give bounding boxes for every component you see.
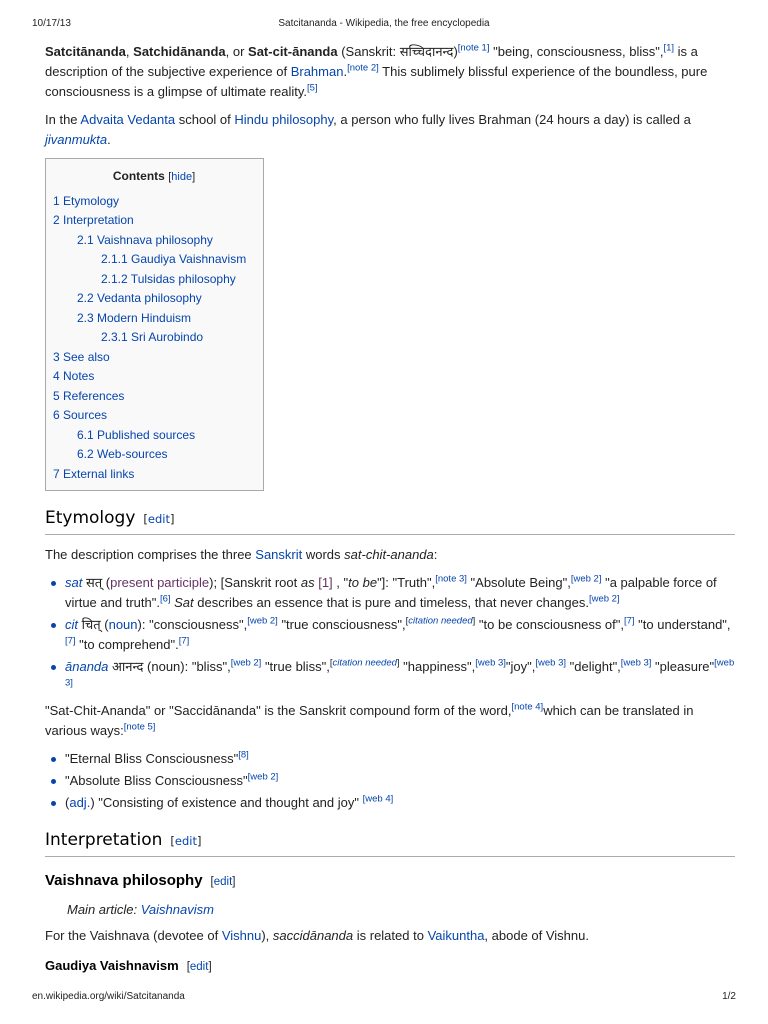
note-4-link[interactable]: [note 4] [511,701,544,713]
heading-vaishnava-philosophy: Vaishnava philosophy [edit] [45,872,236,889]
toc-item-modern-hinduism[interactable]: 2.3 Modern Hinduism [77,310,192,325]
citation-needed-link[interactable]: citation needed [332,657,397,669]
citation-needed-tag: [citation needed] [329,657,400,669]
toc-item-published-sources[interactable]: 6.1 Published sources [77,427,196,442]
toc-item-external-links[interactable]: 7 External links [53,466,135,481]
vaishnava-paragraph: For the Vaishnava (devotee of Vishnu), saccidānanda is related to Vaikuntha, abode of Vishnu. [45,928,589,943]
cit-link[interactable]: cit [65,617,78,632]
toc-hide-toggle[interactable]: [hide] [168,171,196,183]
list-item-cit: cit चित् (noun): "consciousness",[web 2] "true consciousness",[citation needed] "to be consciousness of",[7] "to understand",[7] "to comprehend".[7] [65,615,735,655]
list-item-ananda: ānanda आनन्द (noun): "bliss",[web 2] "true bliss",[citation needed] "happiness",[web 3]"joy",[web 3] "delight",[web 3] "pleasure"[web 3] [65,657,735,697]
table-of-contents [45,158,264,491]
web-2-link[interactable]: [web 2] [247,771,279,783]
list-item-translation: (adj.) "Consisting of existence and thought and joy" [web 4] [65,793,735,813]
ref-6-link[interactable]: [6] [159,593,171,605]
toc-item-vedanta-philosophy[interactable]: 2.2 Vedanta philosophy [77,291,202,305]
hindu-philosophy-link[interactable]: Hindu philosophy [234,112,334,127]
edit-link-interpretation[interactable]: [edit] [170,834,202,848]
intro-paragraph-2: In the Advaita Vedanta school of Hindu philosophy, a person who fully lives Brahman (24 hours a day) is called a jivanmukta. [45,112,691,147]
vishnu-link[interactable]: Vishnu [221,928,262,943]
web-3-link[interactable]: [web 3] [65,657,735,689]
toc-item-web-sources[interactable]: 6.2 Web-sources [77,447,168,461]
list-item-translation: "Absolute Bliss Consciousness"[web 2] [65,771,735,791]
note-1-link[interactable]: [note 1] [457,42,490,54]
heading-interpretation: Interpretation [edit] [45,829,735,857]
citation-needed-link[interactable]: citation needed [408,615,473,627]
web-4-link[interactable]: [web 4] [362,793,394,805]
ref-1-link[interactable]: [1] [663,42,675,54]
web-2-link[interactable]: [web 2] [247,615,278,627]
print-url: en.wikipedia.org/wiki/Satcitananda [32,991,185,1002]
note-2-link[interactable]: [note 2] [347,62,379,74]
etymology-intro: The description comprises the three Sanskrit words sat-chit-ananda: [45,547,438,562]
edit-link-gaudiya[interactable]: [edit] [186,961,212,973]
toc-item-notes[interactable]: 4 Notes [53,369,95,383]
brahman-link[interactable]: Brahman [290,64,344,79]
term-sat-cit-ananda: Sat-cit-ānanda [248,44,338,59]
heading-gaudiya-vaishnavism: Gaudiya Vaishnavism [edit] [45,958,212,973]
compound-form-paragraph: "Sat-Chit-Ananda" or "Saccidānanda" is the Sanskrit compound form of the word,[note 4]which can be translated in various ways:[note 5] [45,701,694,738]
ref-8-link[interactable]: [8] [238,749,249,761]
toc-item-sri-aurobindo[interactable]: 2.3.1 Sri Aurobindo [101,330,204,344]
translations-list [45,749,735,813]
web-2-link[interactable]: [web 2] [230,657,262,669]
toc-item-see-also[interactable]: 3 See also [53,349,110,364]
advaita-vedanta-link[interactable]: Advaita Vedanta [80,112,176,127]
toc-item-etymology[interactable]: 1 Etymology [53,193,120,208]
adj-link[interactable]: adj. [69,795,91,810]
ref-7-link[interactable]: [7] [178,635,190,647]
ref-7-link[interactable]: [7] [624,615,635,627]
toc-item-sources[interactable]: 6 Sources [53,408,108,422]
web-3-link[interactable]: [web 3] [620,657,652,669]
note-5-link[interactable]: [note 5] [123,721,156,733]
ref-7-link[interactable]: [7] [65,635,76,647]
page-number: 1/2 [722,991,736,1002]
term-satcitananda: Satcitānanda [45,44,126,59]
list-item-sat: sat सत् (present participle); [Sanskrit root as [1] , "to be"]: "Truth",[note 3] "Absolute Being",[web 2] "a palpable force of virtue and truth".[6] Sat describes an essence that is pure and timeless, that never changes.[web 2] [65,573,735,613]
print-title: Satcitananda - Wikipedia, the free encyclopedia [278,18,490,29]
edit-link-vaishnava[interactable]: [edit] [210,876,236,888]
toc-title: Contents [hide] [112,169,196,183]
intro-paragraph: Satcitānanda, Satchidānanda, or Sat-cit-ānanda (Sanskrit: सच्चिदानन्द)[note 1] "being, consciousness, bliss",[1] is a description of the subjective experience of Brahman.[note 2] This sublimely blissful experience of the boundless, pure consciousness is a glimpse of ultimate reality.[5] [45,42,708,99]
toc-item-references[interactable]: 5 References [53,388,125,403]
toc-item-gaudiya-vaishnavism[interactable]: 2.1.1 Gaudiya Vaishnavism [101,252,247,266]
web-2-link[interactable]: [web 2] [570,573,602,585]
toc-item-vaishnava-philosophy[interactable]: 2.1 Vaishnava philosophy [77,232,213,247]
toc-item-interpretation[interactable]: 2 Interpretation [53,213,134,227]
article-content [45,42,735,983]
web-2-link[interactable]: [web 2] [588,593,620,605]
noun-link[interactable]: noun [108,617,138,632]
list-item-translation: "Eternal Bliss Consciousness"[8] [65,749,735,769]
present-participle-link[interactable]: present participle [110,575,210,590]
toc-item-tulsidas-philosophy[interactable]: 2.1.2 Tulsidas philosophy [101,271,236,286]
ref-1-inline-link[interactable]: [1] [318,575,333,590]
sanskrit-link[interactable]: Sanskrit [255,547,303,562]
citation-needed-tag: [citation needed] [405,615,476,627]
ref-5-link[interactable]: [5] [307,82,318,94]
ananda-link[interactable]: ānanda [65,659,109,674]
note-3-link[interactable]: [note 3] [435,573,467,585]
vaikuntha-link[interactable]: Vaikuntha [427,928,485,943]
etymology-word-list [45,573,735,697]
jivanmukta-link[interactable]: jivanmukta [45,132,108,147]
web-3-link[interactable]: [web 3] [535,657,567,669]
heading-etymology: Etymology [edit] [45,507,735,535]
sat-link[interactable]: sat [65,575,83,590]
vaishnavism-link[interactable]: Vaishnavism [140,902,214,917]
term-satchidananda: Satchidānanda [133,44,226,59]
edit-link-etymology[interactable]: [edit] [143,512,175,526]
main-article-note: Main article: Vaishnavism [67,902,214,917]
print-header [32,18,736,32]
web-3-link[interactable]: [web 3] [475,657,506,669]
print-date: 10/17/13 [32,18,71,29]
